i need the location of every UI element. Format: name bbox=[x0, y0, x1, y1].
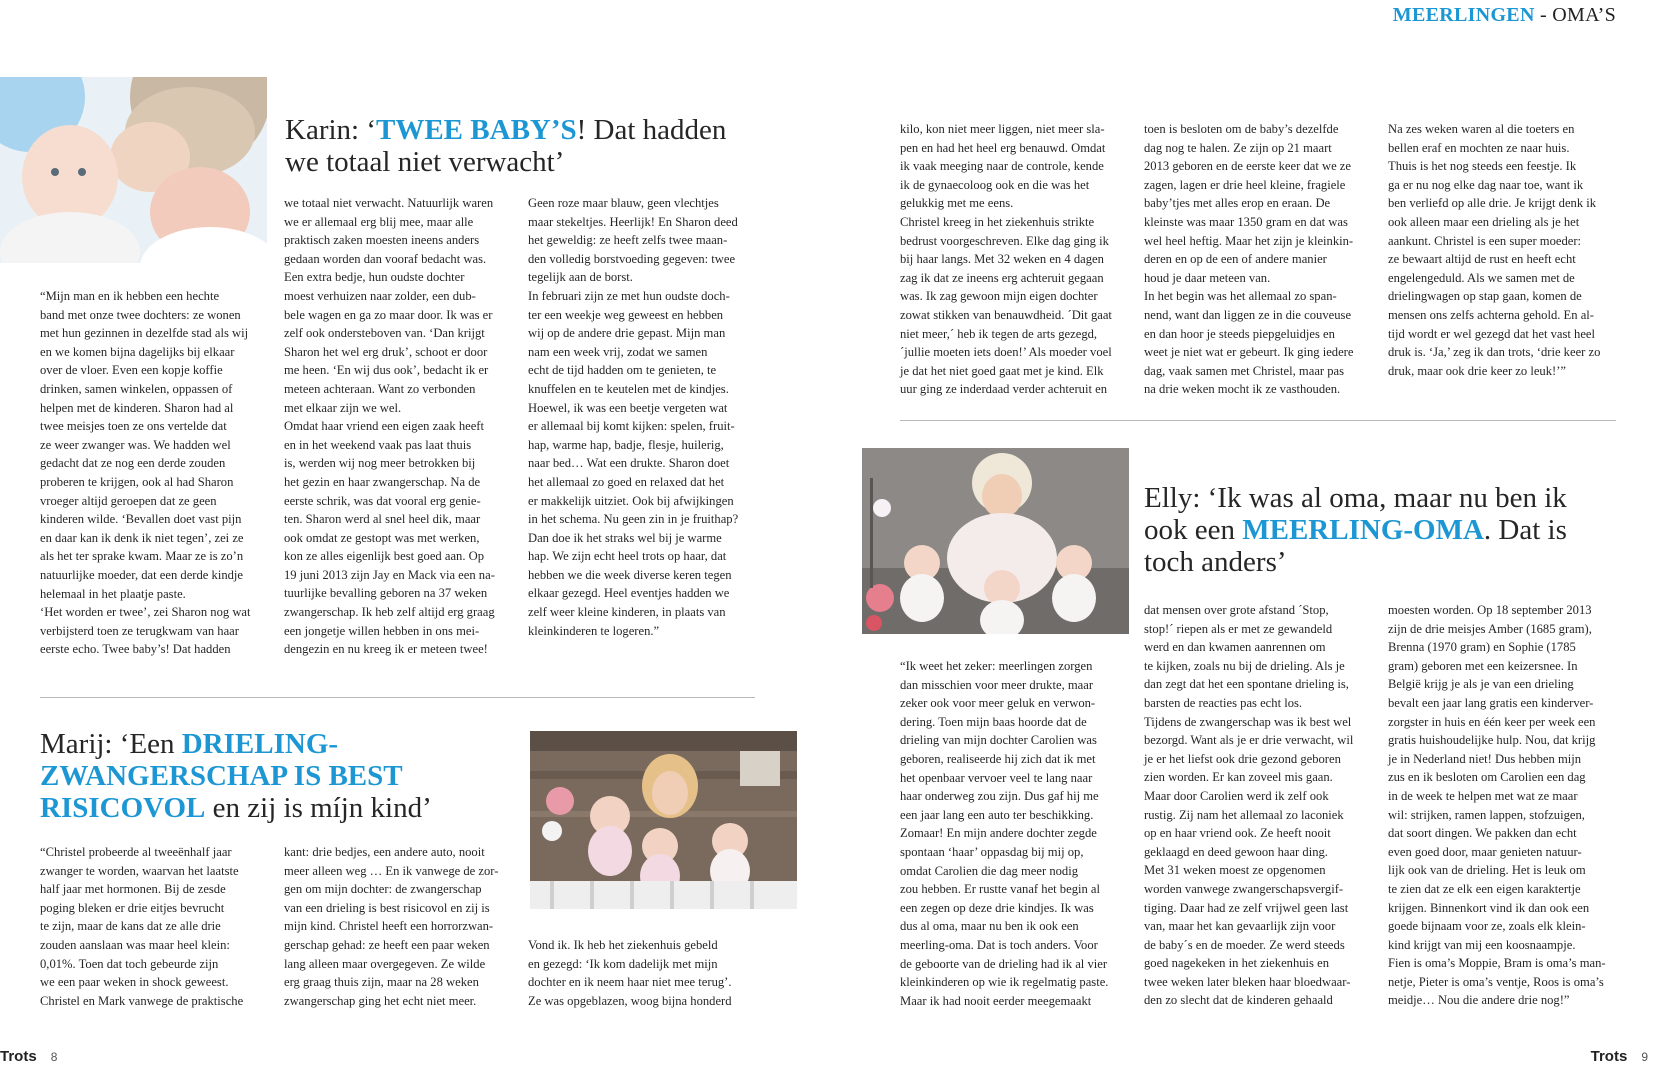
headline-marij-highlight: DRIELING-ZWANGERSCHAP IS BEST RISICOVOL bbox=[40, 728, 403, 824]
divider-right bbox=[900, 420, 1616, 421]
headline-elly-rest: . Dat is toch anders’ bbox=[1144, 514, 1567, 578]
magazine-logo-left: Trots bbox=[0, 1048, 37, 1065]
photo-marij-triplets bbox=[530, 731, 797, 909]
headline-karin bbox=[285, 114, 755, 178]
karin-column-3: Geen roze maar blauw, geen vlechtjes maar stekeltjes. Heerlijk! En Sharon deed het geweldig: ze heeft zelfs twee maan- den volledig borstvoeding gegeven: twee tegelijk aan de borst. In februari zijn ze met hun oudste doch- ter een weekje weg geweest en hebben wij op de andere drie gepast. Mijn man nam een week vrij, zodat we samen echt de tijd hadden om te genieten, te knuffelen en te keutelen met de kindjes. Hoewel, ik was een beetje vergeten wat er allemaal bij komt kijken: spelen, fruit- hap, warme hap, badje, flesje, huilerig, naar bed… Wat een drukte. Sharon doet het allemaal zo goed en relaxed dat het er makkelijk uitziet. Ook bij afwijkingen in het schema. Nu geen zin in je fruithap? Dan doe ik het straks wel bij je warme hap. We zijn echt heel trots op haar, dat hebben we die week diverse keren tegen elkaar gezegd. Heel eventjes hadden we zelf weer kleine kinderen, in plaats van kleinkinderen te logeren.” bbox=[528, 196, 739, 638]
marij-column-3: Vond ik. Ik heb het ziekenhuis gebeld en gezegd: ‘Ik kom dadelijk met mijn dochter en ik neem haar niet mee terug’. Ze was opgeblazen, woog bijna honderd bbox=[528, 938, 732, 1008]
section-header bbox=[1393, 4, 1616, 27]
headline-elly bbox=[1144, 482, 1594, 578]
subsection-name: OMA’S bbox=[1552, 4, 1616, 26]
marij-column-1: “Christel probeerde al tweeënhalf jaar zwanger te worden, waarvan het laatste half jaar met hormonen. Bij de zesde poging bleken er drie eitjes bevrucht te zijn, maar de kans dat ze alle drie zouden aanslaan was maar heel klein: 0,01%. Toen dat toch gebeurde zijn we een paar weken in shock geweest. Christel en Mark vanwege de praktische bbox=[40, 845, 244, 1008]
photo-elly-triplets bbox=[862, 448, 1129, 634]
divider-left bbox=[40, 697, 755, 698]
headline-karin-highlight: TWEE BABY’S bbox=[376, 114, 577, 146]
marij-column-6: Na zes weken waren al die toeters en bellen eraf en mochten ze naar huis. Thuis is het nog steeds een feestje. Ik ga er nu nog elke dag naar toe, want ik ben verliefd op alle drie. Je krijgt denk ik ook alleen maar een drieling als je het aankunt. Christel is een super moeder: ze bewaart altijd de rust en heeft echt engelengeduld. Als we samen met de drielingwagen op stap gaan, komen de mensen ons zelfs achterna gehold. En al- tijd wordt er wel gezegd dat het vast heel druk is. ‘Ja,’ zeg ik dan trots, ‘drie keer zo druk, maar ook drie keer zo leuk!’” bbox=[1388, 122, 1601, 378]
magazine-logo-right: Trots bbox=[1590, 1048, 1628, 1065]
marij-column-5: toen is besloten om de baby’s dezelfde dag nog te halen. Ze zijn op 21 maart 2013 geboren en de eerste keer dat we ze zagen, lagen er drie heel kleine, fragiele baby’tjes met alles erop en eraan. De kleinste was maar 1350 gram en dat was wel heel heftig. Maar het zijn je kleinkin- deren en op de een of andere manier houd je daar meteen van. In het begin was het allemaal zo span- nend, want dan liggen ze in die couveuse en dan hoor je steeds piepgeluidjes en weet je niet wat er gebeurt. Ik ging iedere dag, vaak samen met Christel, maar pas na drie weken mocht ik ze vasthouden. bbox=[1144, 122, 1354, 397]
headline-elly-highlight: MEERLING-OMA bbox=[1242, 514, 1484, 546]
headline-marij-intro: Marij: ‘Een bbox=[40, 728, 182, 760]
karin-column-2: we totaal niet verwacht. Natuurlijk waren we er allemaal erg blij mee, maar alle praktisch zaken moesten ineens anders gedaan worden dan vooraf bedacht was. Een extra bedje, hun oudste dochter moest verhuizen naar zolder, een dub- bele wagen en ga zo maar door. Ik was er zelf ook ondersteboven van. ‘Dan krijgt Sharon het wel erg druk’, schoot er door me heen. ‘En wij dus ook’, bedacht ik er meteen achteraan. Want zo verbonden met elkaar zijn we wel. Omdat haar vriend een eigen zaak heeft en in het weekend vaak pas laat thuis is, werden wij nog meer betrokken bij het gezin en haar zwangerschap. Na de eerste schrik, was dat vooral erg genie- ten. Sharon werd al snel heel dik, maar ook omdat ze gestopt was met werken, kon ze alles eigenlijk best goed aan. Op 19 juni 2013 zijn Jay en Mack via een na- tuurlijke bevalling geboren na 37 weken zwangerschap. Ik heb zelf altijd erg graag een jongetje willen hebben in ons mei- dengezin en nu kreeg ik er meteen twee! bbox=[284, 196, 495, 657]
headline-karin-rest: ! Dat hadden we totaal niet verwacht’ bbox=[285, 114, 727, 178]
elly-column-1: “Ik weet het zeker: meerlingen zorgen dan misschien voor meer drukte, maar zeker ook voor meer geluk en verwon- dering. Toen mijn baas hoorde dat de drieling van mijn dochter Carolien was geboren, realiseerde hij zich dat ik met het openbaar vervoer veel te lang naar haar onderweg zou zijn. Dus gaf hij me een jaar lang een auto ter beschikking. Zomaar! En mijn andere dochter zegde spontaan ‘haar’ oppasdag bij mij op, omdat Carolien die dag meer nodig zou hebben. Er rustte vanaf het begin al een zegen op deze drie kindjes. Ik was dus al oma, maar nu ben ik ook een meerling-oma. Dat is toch anders. Voor de geboorte van de drieling had ik al vier kleinkinderen op wie ik regelmatig paste. Maar ik had nooit eerder meegemaakt bbox=[900, 659, 1109, 1008]
headline-marij bbox=[40, 728, 480, 824]
headline-elly-intro: Elly: ‘Ik was al oma, maar nu ben ik ook een bbox=[1144, 482, 1567, 546]
section-separator: - bbox=[1534, 4, 1553, 26]
footer-left bbox=[0, 1048, 57, 1066]
marij-column-4: kilo, kon niet meer liggen, niet meer sla- pen en had het heel erg benauwd. Omdat ik vaak meeging naar de controle, kende ik de gynaecoloog ook en die was het gelukkig met me eens. Christel kreeg in het ziekenhuis strikte bedrust voorgeschreven. Elke dag ging ik bij haar langs. Met 32 weken en 4 dagen zag ik dat ze ineens erg achteruit gegaan was. Ik zag gewoon mijn eigen dochter zowat stikken van benauwdheid. ´Dit gaat niet meer,´ heb ik tegen de arts gezegd, ´jullie moeten iets doen!’ Als moeder voel je dat het niet goed gaat met je kind. Elk uur ging ze inderdaad verder achteruit en bbox=[900, 122, 1112, 397]
karin-column-1: “Mijn man en ik hebben een hechte band met onze twee dochters: ze wonen met hun gezinnen in dezelfde stad als wij en we komen bijna dagelijks bij elkaar over de vloer. Even een kopje koffie drinken, samen winkelen, oppassen of helpen met de kinderen. Sharon had al twee meisjes toen ze ons vertelde dat ze weer zwanger was. We hadden wel gedacht dat ze nog een derde zouden proberen te krijgen, ook al had Sharon vroeger altijd geroepen dat ze geen kinderen wilde. ‘Bevallen doet vast pijn en daar kan ik denk ik niet tegen’, zei ze als het ter sprake kwam. Maar ze is zo’n natuurlijke moeder, dat een derde kindje helemaal in het plaatje paste. ‘Het worden er twee’, zei Sharon nog wat verbijsterd toen ze terugkwam van haar eerste echo. Twee baby’s! Dat hadden bbox=[40, 289, 251, 657]
photo-karin-twins bbox=[0, 77, 267, 263]
page-number-right: 9 bbox=[1641, 1050, 1648, 1064]
marij-column-2: kant: drie bedjes, een andere auto, nooit meer alleen weg … En ik vanwege de zor- gen om mijn dochter: de zwangerschap van een drieling is best risicovol en zij is mijn kind. Christel heeft een horrorzwan- gerschap gehad: ze heeft een paar weken lang alleen maar overgegeven. Ze wilde erg graag thuis zijn, maar na 28 weken zwangerschap ging het echt niet meer. bbox=[284, 845, 499, 1008]
headline-karin-intro: Karin: ‘ bbox=[285, 114, 376, 146]
headline-marij-rest: en zij is míjn kind’ bbox=[205, 792, 432, 824]
footer-right bbox=[1591, 1048, 1648, 1066]
section-name: MEERLINGEN bbox=[1392, 4, 1535, 26]
elly-column-2: dat mensen over grote afstand ´Stop, stop!´ riepen als er met ze gewandeld werd en dan kwamen aanrennen om te kijken, zoals nu bij de drieling. Als je dan zegt dat het een spontane drieling is, barsten de reacties pas echt los. Tijdens de zwangerschap was ik best wel bezorgd. Want als je er drie verwacht, wil je er het liefst ook drie gezond geboren zien worden. Er kan zoveel mis gaan. Maar door Carolien werd ik zelf ook rustig. Zij nam het allemaal zo laconiek op en haar vriend ook. Ze heeft nooit geklaagd en deed gewoon haar ding. Met 31 weken moest ze opgenomen worden vanwege zwangerschapsvergif- tiging. Daar had ze zelf vrijwel geen last van, maar het kan gevaarlijk zijn voor de baby´s en de moeder. Ze werd steeds goed nagekeken in het ziekenhuis en twee weken later bleken haar bloedwaar- den zo slecht dat de kinderen gehaald bbox=[1144, 603, 1354, 1008]
page-number-left: 8 bbox=[50, 1050, 58, 1064]
elly-column-3: moesten worden. Op 18 september 2013 zijn de drie meisjes Amber (1685 gram), Brenna (1970 gram) en Sophie (1785 gram) geboren met een keizersnee. In België krijg je als je van een drieling bevalt een jaar lang gratis een kinderver- zorgster in huis en één keer per week een gratis huishoudelijke hulp. Nou, dat krijg je in Nederland niet! Dus hebben mijn zus en ik besloten om Carolien een dag in de week te helpen met wat ze maar wil: strijken, ramen lappen, stofzuigen, dat soort dingen. We pakken dan echt even goed door, maar genieten natuur- lijk ook van de drieling. Het is leuk om te zien dat ze elk een eigen karaktertje krijgen. Binnenkort vind ik dan ook een goede bijnaam voor ze, zoals elk klein- kind krijgt van mij een koosnaampje. Fien is oma’s Moppie, Bram is oma’s man- netje, Pieter is oma’s ventje, Roos is oma’s meidje… Nou die andere drie nog!” bbox=[1388, 603, 1606, 1008]
